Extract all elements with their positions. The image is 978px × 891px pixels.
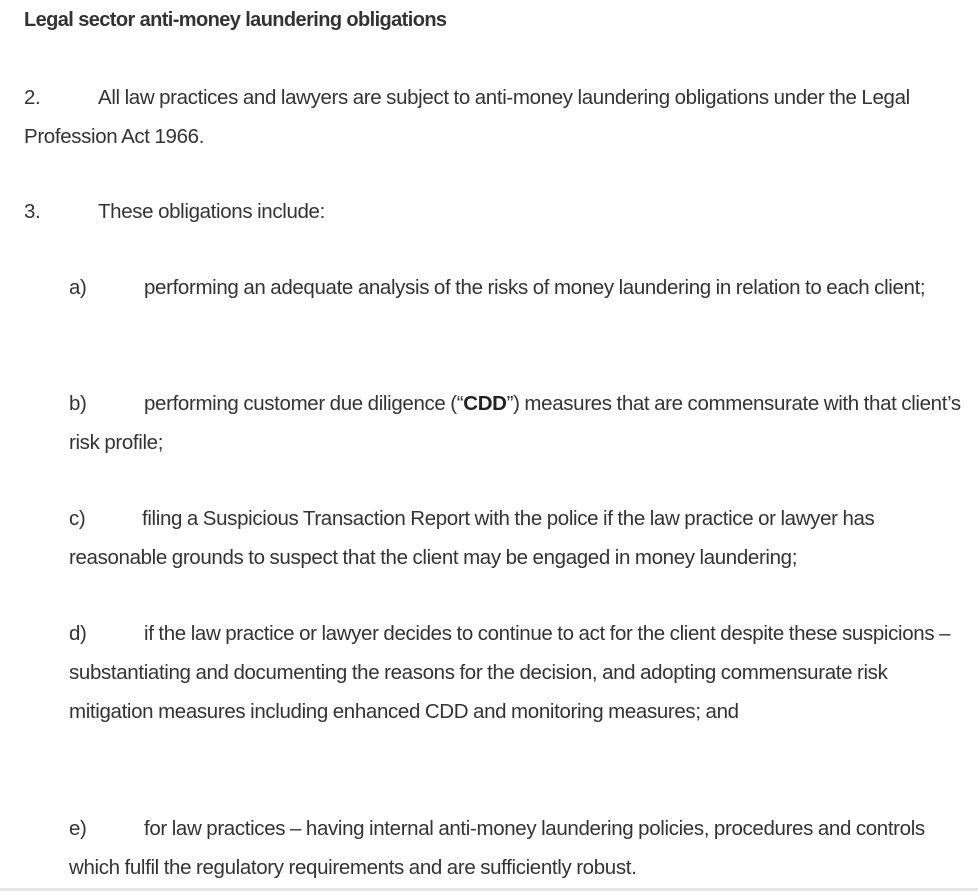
paragraph-text: All law practices and lawyers are subject to anti-money laundering obligations under the Legal Profession Act 1966.: [24, 86, 910, 148]
sub-item-letter: c): [69, 507, 86, 530]
sub-item-letter: b): [69, 392, 87, 415]
sub-item-letter: d): [69, 622, 87, 645]
sub-item-text-after: ”) measures that are commensurate with that client’s risk profile;: [69, 392, 961, 454]
section-heading: Legal sector anti-money laundering obligations: [24, 9, 447, 31]
sub-item-a: [69, 268, 974, 307]
sub-item-e: [69, 809, 974, 887]
paragraph-number: 2.: [24, 86, 41, 109]
sub-item-text: performing an adequate analysis of the risks of money laundering in relation to each client;: [144, 276, 926, 299]
sub-item-letter: e): [69, 817, 87, 840]
paragraph-2: [24, 78, 969, 156]
paragraph-text: These obligations include:: [98, 200, 325, 223]
sub-item-text: for law practices – having internal anti-money laundering policies, procedures and controls which fulfil the regulatory requirements and are sufficiently robust.: [69, 817, 925, 879]
sub-item-letter: a): [69, 276, 87, 299]
sub-item-text: if the law practice or lawyer decides to continue to act for the client despite these suspicions – substantiating and documenting the reasons for the decision, and adopting commensurate risk mitigation measures including enhanced CDD and monitoring measures; and: [69, 622, 951, 723]
sub-item-d: [69, 614, 974, 731]
defined-term-cdd: CDD: [463, 392, 507, 415]
paragraph-3: [24, 192, 969, 231]
sub-item-b: [69, 384, 974, 462]
sub-item-text: filing a Suspicious Transaction Report with the police if the law practice or lawyer has reasonable grounds to suspect that the client may be engaged in money laundering;: [69, 507, 875, 569]
paragraph-number: 3.: [24, 200, 41, 223]
sub-item-text-before: performing customer due diligence (“: [144, 392, 464, 415]
sub-item-c: [69, 499, 974, 577]
